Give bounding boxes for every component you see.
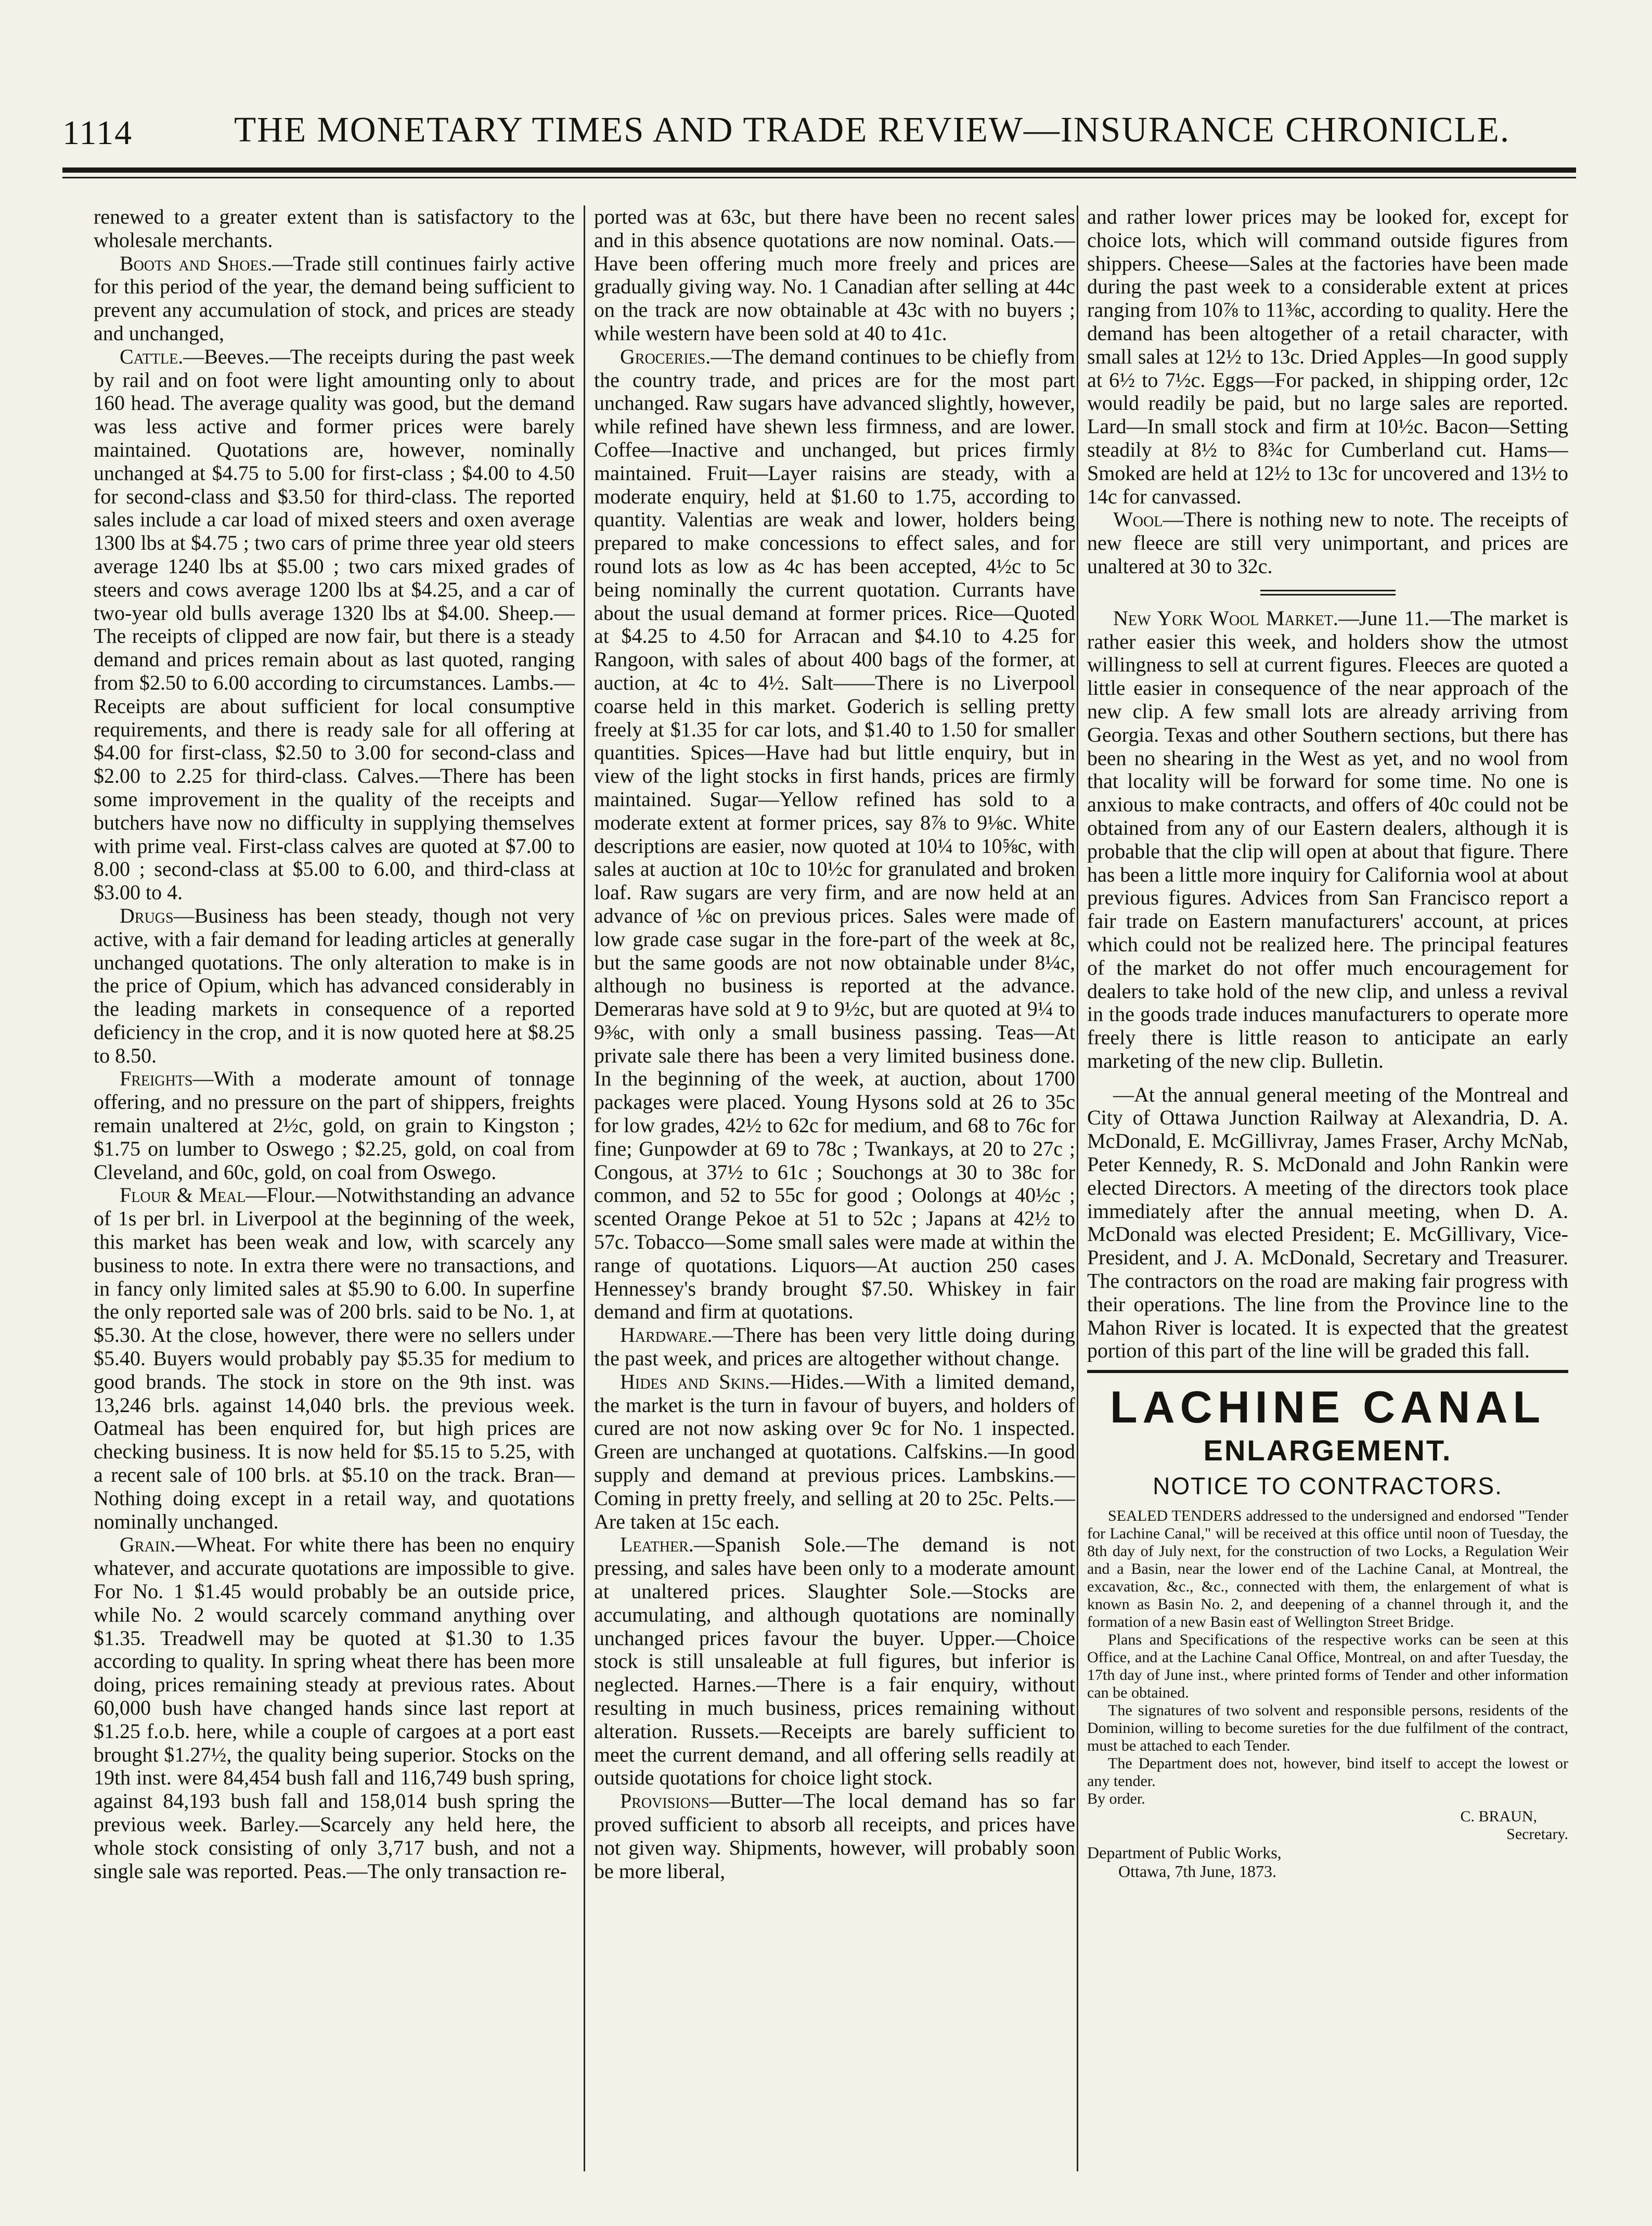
column-2 — [594, 205, 1075, 2182]
column-3 — [1087, 205, 1568, 2182]
section-lead: Wool — [1113, 508, 1163, 532]
page-header — [62, 99, 1571, 156]
ad-department: Department of Public Works, Ottawa, 7th June, 1873. — [1087, 1843, 1282, 1881]
section-lead: Freights — [120, 1067, 193, 1091]
ad-title: LACHINE CANAL — [1109, 1382, 1546, 1433]
article-paragraph: Groceries.—The demand continues to be chiefly from the country trade, and prices are for the most part unchanged. Raw sugars have advanced slightly, however, while refined have shewn less firmness, and are lower. Coffee—Inactive and unchanged, but prices firmly maintained. Fruit—Layer raisins are steady, with a moderate enquiry, held at $1.60 to 1.75, according to quantity. Valentias are weak and lower, holders being prepared to make concessions to effect sales, and for round lots as low as 4c has been accepted, 4½c to 5c being nominally the current quotation. Currants have about the usual demand at former prices. Rice—Quoted at $4.25 to 4.50 for Arracan and $4.10 to 4.25 for Rangoon, with sales of about 400 bags of the former, at auction, at 4c to 4½. Salt——There is no Liverpool coarse held in this market. Goderich is selling pretty freely at $1.35 for car lots, and $1.40 to 1.50 for smaller quantities. Spices—Have had but little enquiry, but in view of the light stocks in first hands, prices are firmly maintained. Sugar—Yellow refined has sold to a moderate extent at former prices, say 8⅞ to 9⅛c. White descriptions are easier, now quoted at 10¼ to 10⅝c, with sales at auction at 10c to 10½c for granulated and broken loaf. Raw sugars are very firm, and are now held at an advance of ⅛c on previous prices. Sales were made of low grade case sugar in the fore-part of the week at 8c, but the same goods are not now obtainable under 8¼c, although no business is reported at the advance. Demeraras have sold at 9 to 9½c, but are quoted at 9¼ to 9⅜c, with only a small business passing. Teas—At private sale there has been a very limited business done. In the beginning of the week, at auction, about 1700 packages were placed. Young Hysons sold at 26 to 35c for low grades, 42½ to 62c for medium, and 68 to 76c for fine; Gunpowder at 69 to 78c ; Twankays, at 20 to 27c ; Congous, at 37½ to 61c ; Souchongs at 30 to 38c for common, and 52 to 55c for good ; Oolongs at 40½c ; scented Orange Pekoe at 51 to 52c ; Japans at 42½ to 57c. Tobacco—Some small sales were made at within the range of quotations. Liquors—At auction 250 cases Hennessey's brandy brought $7.50. Whiskey in fair demand and firm at quotations. — [594, 344, 1075, 1324]
article-paragraph: renewed to a greater extent than is satisfactory to the wholesale merchants. — [94, 205, 575, 252]
section-lead: Groceries. — [620, 344, 711, 368]
article-paragraph: Provisions—Butter—The local demand has so far proved sufficient to absorb all receipts, and prices have not given way. Shipments, however, will probably soon be more liberal, — [594, 1789, 1075, 1883]
section-lead: Grain. — [120, 1533, 176, 1557]
article-paragraph: Drugs—Business has been steady, though not very active, with a fair demand for leading articles at generally unchanged quotations. The only alteration to make is in the price of Opium, which has advanced considerably in the leading markets in consequence of a reported deficiency in the crop, and it is now quoted here at $8.25 to 8.50. — [94, 903, 575, 1067]
ad-subtitle: ENLARGEMENT. — [1203, 1434, 1452, 1467]
article-paragraph: Wool—There is nothing new to note. The receipts of new fleece are still very unimportant, and prices are unaltered at 30 to 32c. — [1087, 508, 1568, 578]
ad-by-order: By order. — [1087, 1790, 1145, 1808]
ad-signer-title: Secretary. — [1506, 1826, 1568, 1843]
ad-body — [1087, 1507, 1568, 1881]
article-paragraph: ported was at 63c, but there have been no recent sales and in this absence quotations are now nominal. Oats.—Have been offering much more freely and prices are gradually giving way. No. 1 Canadian after selling at 44c on the track are now obtainable at 43c with no buyers ; while western have been sold at 40 to 41c. — [594, 205, 1075, 345]
advertisement — [1087, 1370, 1568, 1881]
section-lead: Hardware. — [620, 1323, 713, 1347]
section-lead: Drugs — [120, 903, 174, 927]
section-lead: Boots and Shoes. — [120, 251, 273, 275]
article-paragraph: Leather.—Spanish Sole.—The demand is not pressing, and sales have been only to a moderate amount at unaltered prices. Slaughter Sole.—Stocks are accumulating, and although quotations are nominally unchanged prices favour the buyer. Upper.—Choice stock is still unsaleable at full figures, but inferior is neglected. Harnes.—There is a fair enquiry, without resulting in much business, prices remaining without alteration. Russets.—Receipts are barely sufficient to meet the current demand, and all offering sells readily at outside quotations for choice light stock. — [594, 1533, 1075, 1790]
article-paragraph: Freights—With a moderate amount of tonnage offering, and no pressure on the part of shippers, freights remain unaltered at 2½c, gold, on grain to Kingston ; $1.75 on lumber to Oswego ; $2.25, gold, on coal from Cleveland, and 60c, gold, on coal from Oswego. — [94, 1067, 575, 1184]
column-divider-2 — [1077, 205, 1078, 2171]
article-paragraph: Grain.—Wheat. For white there has been no enquiry whatever, and accurate quotations are impossible to give. For No. 1 $1.45 would probably be an outside price, while No. 2 would scarcely command anything over $1.35. Treadwell may be quoted at $1.30 to 1.35 according to quality. In spring wheat there has been more doing, prices remaining steady at previous rates. About 60,000 bush have changed hands since last report at $1.25 f.o.b. here, while a couple of cargoes at a port east brought $1.27½, the quality being superior. Stocks on the 19th inst. were 84,454 bush fall and 116,749 bush spring, against 84,193 bush fall and 158,014 bush spring the previous week. Barley.—Scarcely any held here, the whole stock consisting of only 3,717 bush, and not a single sale was reported. Peas.—The only transaction re- — [94, 1533, 575, 1883]
section-separator — [1260, 590, 1396, 596]
section-lead: Leather. — [620, 1533, 694, 1557]
header-rule-thin — [62, 177, 1576, 178]
article-paragraph: —At the annual general meeting of the Montreal and City of Ottawa Junction Railway at Alexandria, D. A. McDonald, E. McGillivray, James Fraser, Archy McNab, Peter Kennedy, R. S. McDonald and John Rankin were elected Directors. A meeting of the directors took place immediately after the annual meeting, when D. A. McDonald was elected President; E. McGillivary, Vice-President, and J. A. McDonald, Secretary and Treasurer. The contractors on the road are making fair progress with their operations. The line from the Province line to the Mahon River is located. It is expected that the greatest portion of this part of the line will be graded this fall. — [1087, 1082, 1568, 1363]
ad-signer: C. BRAUN, — [1460, 1808, 1537, 1826]
column-1 — [94, 205, 575, 2182]
section-lead: Cattle. — [120, 344, 184, 368]
header-rule-thick — [62, 167, 1576, 173]
section-lead: Flour & Meal — [120, 1183, 246, 1207]
ad-notice: NOTICE TO CONTRACTORS. — [1153, 1472, 1503, 1500]
ad-paragraph: Plans and Specifications of the respective works can be seen at this Office, and at the Lachine Canal Office, Montreal, on and after Tuesday, the 17th day of June inst., where printed forms of Tender and other information can be obtained. — [1087, 1631, 1568, 1702]
article-paragraph: Flour & Meal—Flour.—Notwithstanding an advance of 1s per brl. in Liverpool at the beginning of the week, this market has been weak and low, with scarcely any business to note. In extra there were no transactions, and in fancy only limited sales at $5.90 to 6.00. In superfine the only reported sale was of 200 brls. said to be No. 1, at $5.30. At the close, however, there were no sellers under $5.40. Buyers would probably pay $5.35 for medium to good brands. The stock in store on the 9th inst. was 13,246 brls. against 14,040 brls. the previous week. Oatmeal has been enquired for, but high prices are checking business. It is now held for $5.15 to 5.25, with a recent sale of 100 brls. at $5.10 on the track. Bran—Nothing doing except in a retail way, and quotations nominally unchanged. — [94, 1183, 575, 1533]
ad-paragraph: The Department does not, however, bind itself to accept the lowest or any tender. — [1087, 1755, 1568, 1790]
section-lead: Hides and Skins. — [620, 1369, 770, 1393]
article-paragraph: New York Wool Market.—June 11.—The market is rather easier this week, and holders show the utmost willingness to sell at current figures. Fleeces are quoted a little easier in consequence of the near approach of the new clip. A few small lots are already arriving from Georgia. Texas and other Southern sections, but there has been no shearing in the West as yet, and no wool from that locality will be forward for some time. No one is anxious to make contracts, and offers of 40c could not be obtained from any of our Eastern dealers, although it is probable that the clip will open at about that figure. There has been a little more inquiry for California wool at about previous figures. Advices from San Francisco report a fair trade on Eastern manufacturers' account, at prices which could not be realized here. The principal features of the market do not offer much encouragement for dealers to take hold of the new clip, and unless a revival in the goods trade induces manufacturers to operate more freely there is little reason to anticipate an early marketing of the new clip. Bulletin. — [1087, 606, 1568, 1072]
article-paragraph: Hides and Skins.—Hides.—With a limited demand, the market is the turn in favour of buyers, and holders of cured are not now asking over 9c for No. 1 inspected. Green are unchanged at quotations. Calfskins.—In good supply and demand at previous prices. Lambskins.—Coming in pretty freely, and selling at 20 to 25c. Pelts.—Are taken at 15c each. — [594, 1369, 1075, 1533]
section-lead: Provisions — [620, 1789, 709, 1813]
article-paragraph: and rather lower prices may be looked for, except for choice lots, which will command outside figures from shippers. Cheese—Sales at the factories have been made during the past week to a considerable extent at prices ranging from 10⅞ to 11⅜c, according to quality. Here the demand has been altogether of a retail character, with small sales at 12½ to 13c. Dried Apples—In good supply at 6½ to 7½c. Eggs—For packed, in shipping order, 12c would readily be paid, but no large sales are reported. Lard—In small stock and firm at 10½c. Bacon—Setting steadily at 8½ to 8¾c for Cumberland cut. Hams—Smoked are held at 12½ to 13c for uncovered and 13½ to 14c for canvassed. — [1087, 205, 1568, 508]
ad-paragraph: SEALED TENDERS addressed to the undersigned and endorsed "Tender for Lachine Canal," will be received at this office until noon of Tuesday, the 8th day of July next, for the construction of two Locks, a Regulation Weir and a Basin, near the lower end of the Lachine Canal, at Montreal, the excavation, &c., &c., connected with them, the enlargement of what is known as Basin No. 2, and deepening of a channel through it, and the formation of a new Basin east of Wellington Street Bridge. — [1087, 1507, 1568, 1631]
article-paragraph: Hardware.—There has been very little doing during the past week, and prices are altogether without change. — [594, 1323, 1075, 1370]
column-divider-1 — [584, 205, 585, 2171]
article-paragraph: Cattle.—Beeves.—The receipts during the past week by rail and on foot were light amounting only to about 160 head. The average quality was good, but the demand was less active and former prices were barely maintained. Quotations are, however, nominally unchanged at $4.75 to 5.00 for first-class ; $4.00 to 4.50 for second-class and $3.50 for third-class. The reported sales include a car load of mixed steers and oxen average 1300 lbs at $4.75 ; two cars of prime three year old steers average 1240 lbs at $5.00 ; two cars mixed grades of steers and cows average 1200 lbs at $4.25, and a car of two-year old bulls average 1320 lbs at $4.00. Sheep.—The receipts of clipped are now fair, but there is a steady demand and prices remain about as last quoted, ranging from $2.50 to 6.00 according to circumstances. Lambs.—Receipts are about sufficient for local consumptive requirements, and there is ready sale for all offering at $4.00 for first-class, $2.50 to 3.00 for second-class and $2.00 to 2.25 for third-class. Calves.—There has been some improvement in the quality of the receipts and butchers have now no difficulty in supplying themselves with prime veal. First-class calves are quoted at $7.00 to 8.00 ; second-class at $5.00 to 6.00, and third-class at $3.00 to 4. — [94, 344, 575, 904]
masthead-title: THE MONETARY TIMES AND TRADE REVIEW—INSURANCE CHRONICLE. — [234, 110, 1511, 149]
ad-paragraph: The signatures of two solvent and responsible persons, residents of the Dominion, willing to become sureties for the due fulfilment of the contract, must be attached to each Tender. — [1087, 1702, 1568, 1755]
section-lead: New York Wool Market. — [1113, 606, 1338, 630]
page-number: 1114 — [62, 114, 133, 152]
article-paragraph: Boots and Shoes.—Trade still continues fairly active for this period of the year, the demand being sufficient to prevent any accumulation of stock, and prices are steady and unchanged, — [94, 251, 575, 345]
